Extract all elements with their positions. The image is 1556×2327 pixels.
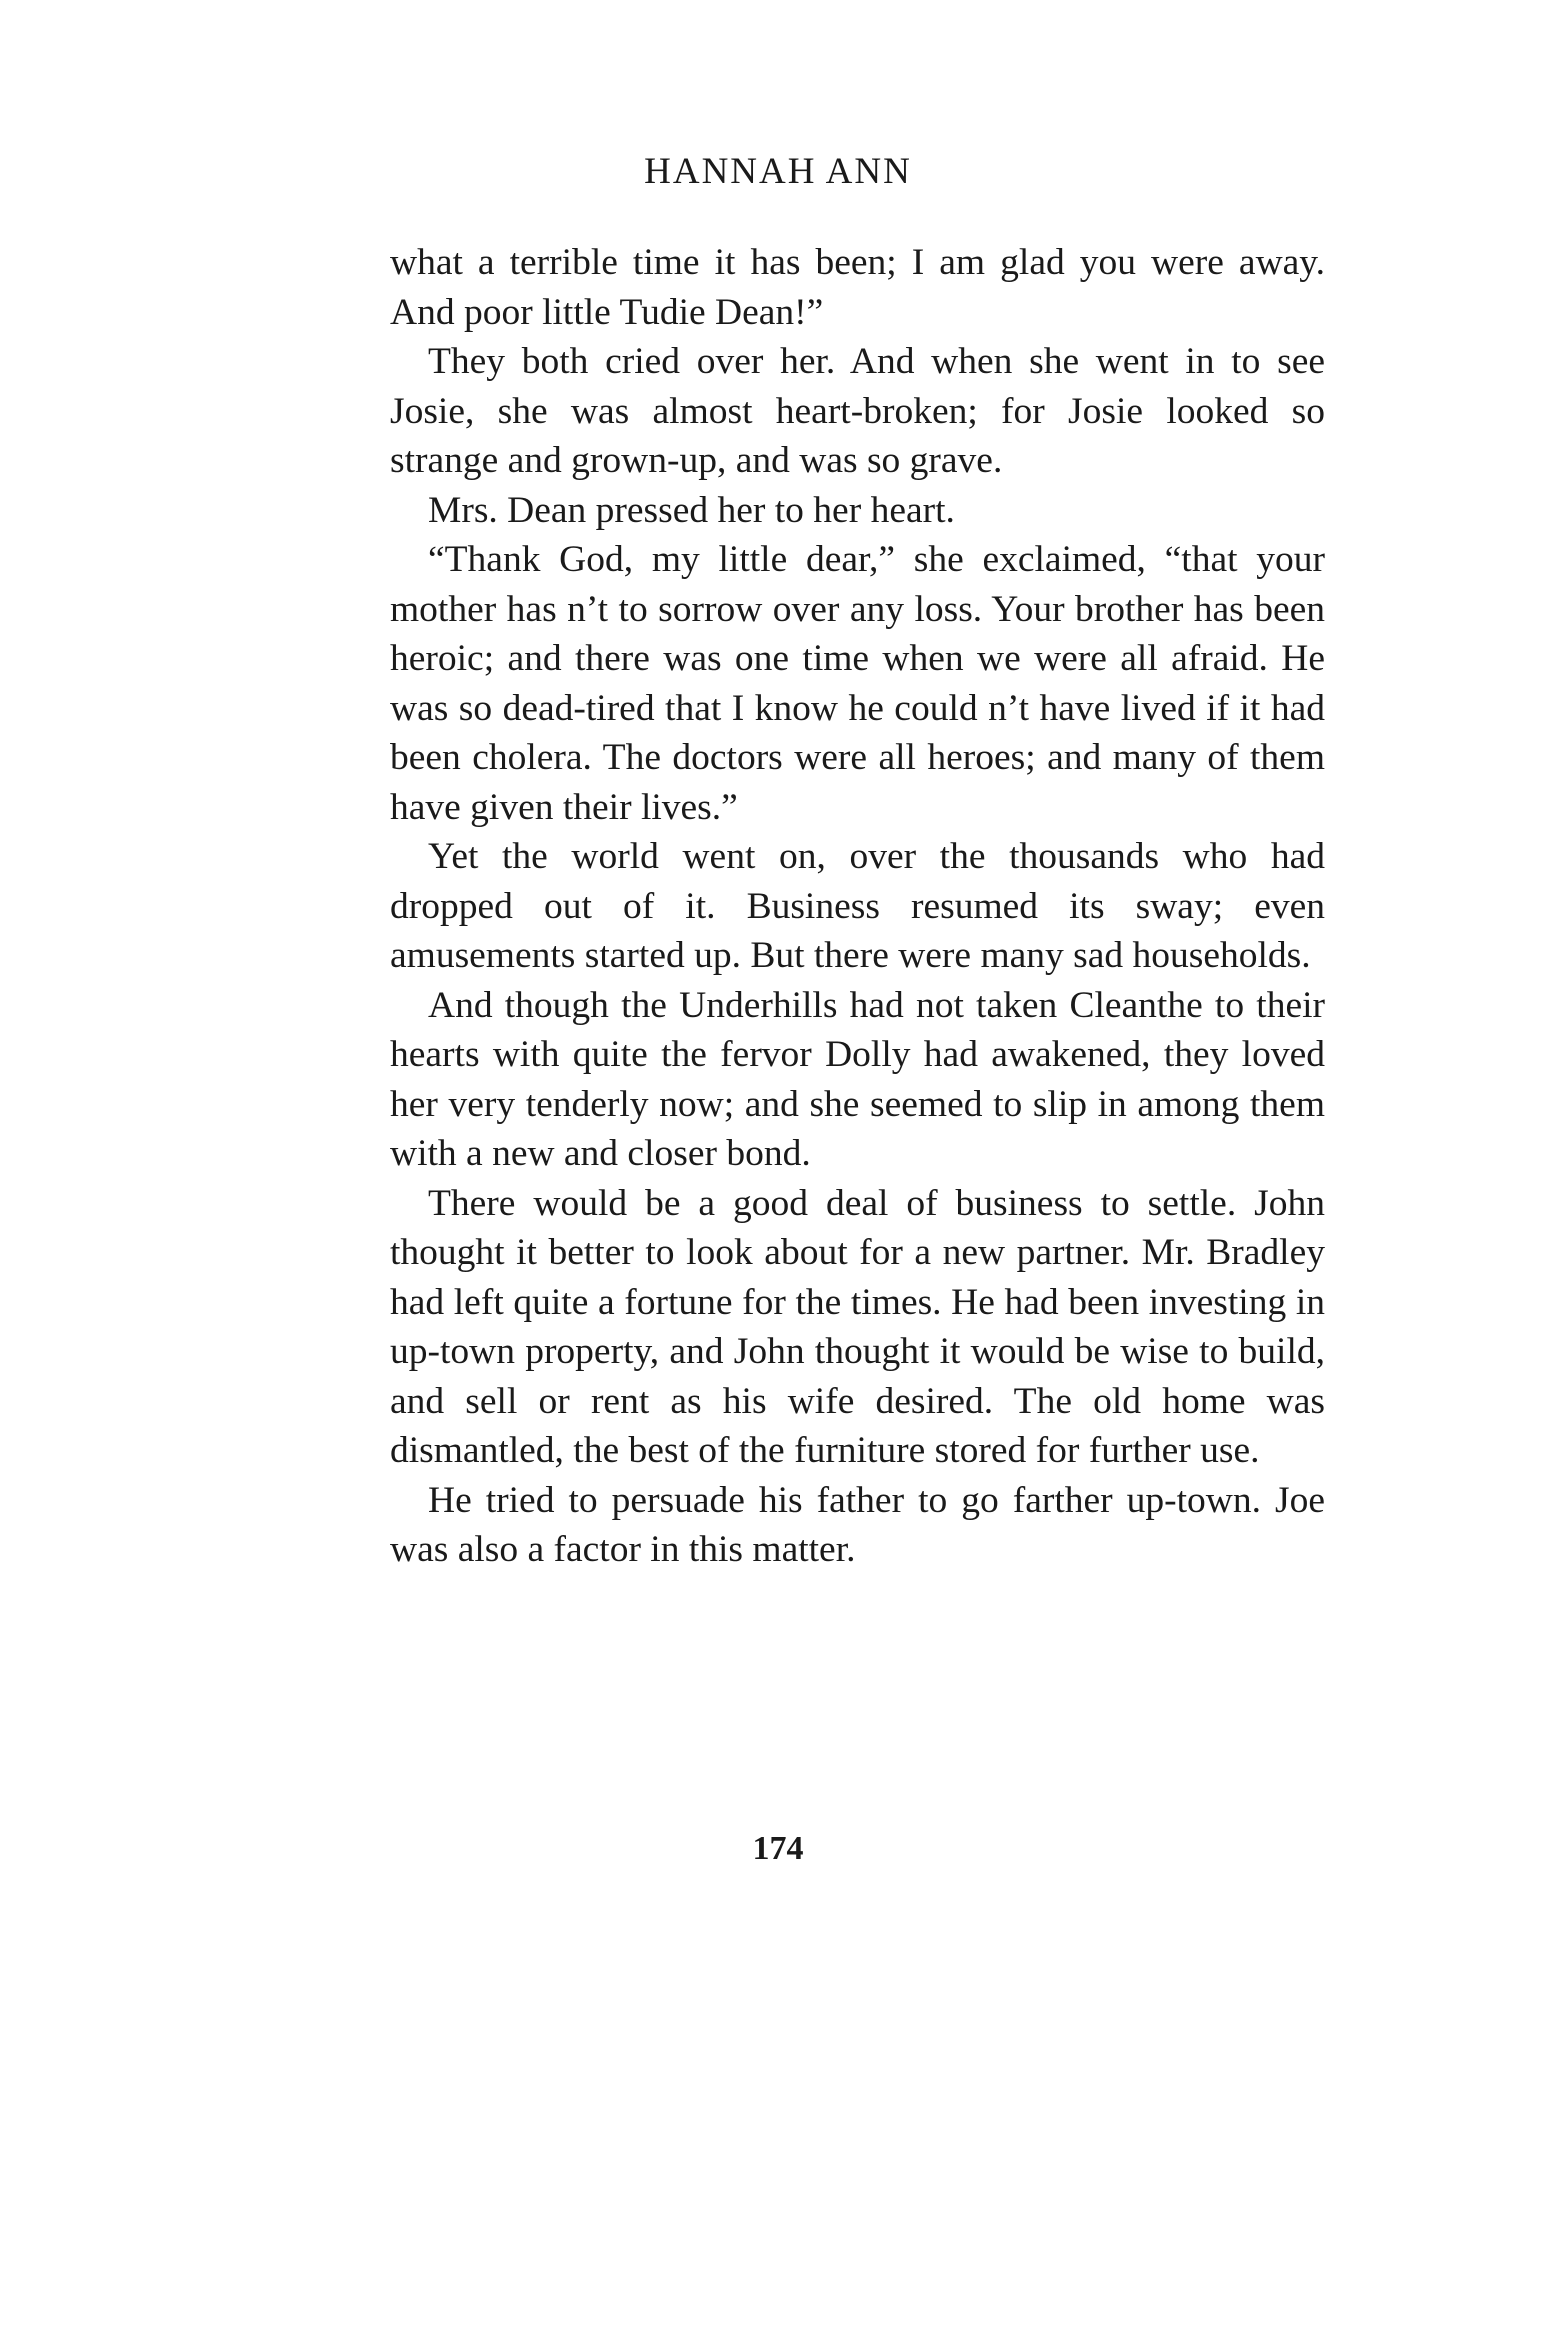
paragraph-continuation: what a terrible time it has been; I am glad you were away. And poor little Tudie Dean!” (390, 242, 1325, 333)
paragraph: There would be a good deal of business to settle. John thought it better to look about for a new partner. Mr. Bradley had left quite a fortune for the times. He had been investing in up-town property, and John thought it would be wise to build, and sell or rent as his wife desired. The old home was dismantled, the best of the furniture stored for further use. (390, 1182, 1325, 1471)
running-title: HANNAH ANN (644, 151, 912, 192)
paragraph: And though the Underhills had not taken Cleanthe to their hearts with quite the fervor Dolly had awakened, they loved her very tenderly now; and she seemed to slip in among them with a new and closer bond. (390, 984, 1325, 1174)
body-text (390, 238, 1325, 1575)
paragraph: “Thank God, my little dear,” she exclaimed, “that your mother has n’t to sorrow over any loss. Your brother has been heroic; and there was one time when we were all afraid. He was so dead-tired that I know he could n’t have lived if it had been cholera. The doctors were all heroes; and many of them have given their lives.” (390, 539, 1325, 828)
paragraph: Mrs. Dean pressed her to her heart. (428, 489, 955, 531)
paragraph: They both cried over her. And when she went in to see Josie, she was almost heart-broken; for Josie looked so strange and grown-up, and was so grave. (390, 341, 1325, 481)
page-number: 174 (752, 1830, 804, 1867)
paragraph: Yet the world went on, over the thousands who had dropped out of it. Business resumed its sway; even amusements started up. But there were many sad households. (390, 836, 1325, 976)
paragraph: He tried to persuade his father to go farther up-town. Joe was also a factor in this matter. (390, 1479, 1325, 1570)
